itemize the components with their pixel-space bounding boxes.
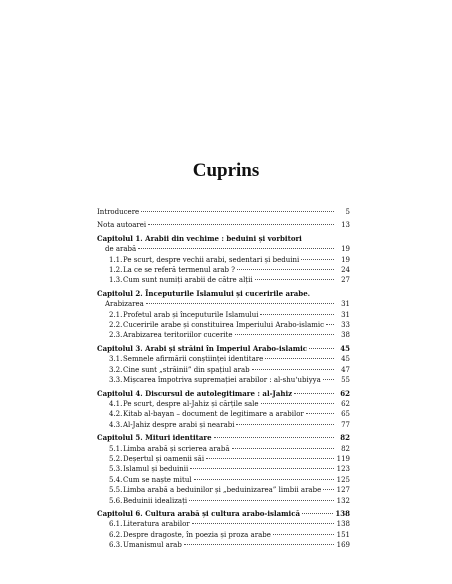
toc-entry (97, 399, 350, 409)
toc-entry-page: 47 (341, 365, 350, 374)
dot-leader (192, 523, 334, 524)
toc-entry-number: 6.1. (109, 520, 123, 529)
toc-entry-page: 45 (340, 343, 350, 353)
toc-entry-text: Kitab al-bayan – document de legitimare a arabilor (123, 410, 304, 419)
toc-entry-page: 19 (341, 255, 350, 264)
toc-entry (97, 220, 350, 230)
toc-entry-number: 2.3. (109, 331, 123, 340)
toc-entry-text: Cum sunt numiți arabii de către alții (123, 276, 253, 285)
toc-entry-label (109, 485, 321, 495)
toc-entry-page: 138 (336, 520, 350, 529)
toc-entry-page: 62 (340, 388, 350, 398)
dot-leader (214, 437, 334, 438)
toc-entry-page: 45 (341, 355, 350, 364)
dot-leader (194, 479, 334, 480)
toc-entry-text: La ce se referă termenul arab ? (123, 266, 235, 275)
toc-entry-label (109, 255, 299, 265)
dot-leader (146, 303, 334, 304)
toc-entry-text: Literatura arabilor (123, 520, 190, 529)
toc-entry-page: 77 (341, 420, 350, 429)
dot-leader (232, 448, 334, 449)
toc-entry (97, 207, 350, 217)
toc-entry-number: 5.5. (109, 486, 123, 495)
dot-leader (309, 348, 334, 349)
toc-entry-page: 19 (341, 245, 350, 254)
toc-entry-label (97, 389, 292, 399)
toc-entry-text: Cum se naște mitul (123, 475, 192, 484)
toc-entry (97, 310, 350, 320)
toc-entry-page: 24 (341, 266, 350, 275)
toc-entry-label (109, 540, 182, 550)
toc-entry-number: 3.3. (109, 376, 123, 385)
toc-entry-text: Capitolul 4. Discursul de autolegitimare : al-Jahiz (97, 388, 293, 398)
toc-entry-text: de arabă (105, 245, 137, 254)
toc-entry (97, 299, 350, 309)
toc-entry-text: Pe scurt, despre vechii arabi, sedentari și beduini (123, 255, 300, 264)
toc-entry-label (109, 444, 230, 454)
toc-entry (97, 519, 350, 529)
toc-entry (97, 530, 350, 540)
toc-entry-text: Al-Jahiz despre arabi și nearabi (123, 420, 235, 429)
toc-entry-number: 2.1. (109, 310, 123, 319)
toc-entry (97, 509, 350, 519)
toc-entry (97, 464, 350, 474)
dot-leader (184, 544, 334, 545)
toc-entry-label (109, 320, 324, 330)
toc-entry (97, 496, 350, 506)
dot-leader (326, 324, 334, 325)
toc-entry-label (97, 433, 212, 443)
toc-entry-text: Capitolul 2. Începuturile Islamului și cuceririle arabe. (97, 288, 311, 298)
toc-entry-text: Mișcarea împotriva supremației arabilor : al-shu‘ubiyya (123, 376, 321, 385)
toc-entry-number: 5.2. (109, 454, 123, 463)
toc-entry-text: Arabizarea teritoriilor cucerite (123, 331, 233, 340)
toc-entry-label (97, 509, 300, 519)
toc-entry-label (109, 496, 187, 506)
toc-entry-page: 55 (341, 376, 350, 385)
toc-entry-page: 169 (336, 541, 350, 550)
dot-leader (235, 334, 335, 335)
dot-leader (301, 259, 334, 260)
toc-entry-page: 82 (340, 433, 350, 443)
toc-entry (97, 255, 350, 265)
toc-entry-page: 151 (336, 530, 350, 539)
toc-entry-label (109, 310, 258, 320)
toc-entry-text: Limba arabă și scrierea arabă (123, 444, 230, 453)
toc-entry-page: 31 (341, 310, 350, 319)
toc-entry-page: 33 (341, 321, 350, 330)
toc-entry-number: 4.1. (109, 399, 123, 408)
toc-entry-page: 82 (341, 444, 350, 453)
toc-entry-text: Profetul arab și începuturile Islamului (123, 310, 259, 319)
dot-leader (273, 534, 334, 535)
toc-entry-label (97, 220, 146, 230)
toc-entry-page: 65 (341, 410, 350, 419)
dot-leader (255, 279, 334, 280)
dot-leader (265, 358, 334, 359)
toc-entry (97, 289, 350, 299)
toc-entry-page: 13 (341, 221, 350, 230)
toc-entry-page: 125 (336, 475, 350, 484)
toc-entry-label (109, 530, 271, 540)
toc-entry-text: Cuceririle arabe și constituirea Imperiului Arabo-islamic (123, 321, 325, 330)
toc-entry-text: Pe scurt, despre al-Jahiz și cărțile sale (123, 399, 259, 408)
dot-leader (306, 413, 334, 414)
toc-entry-label (109, 464, 188, 474)
toc-entry-number: 2.2. (109, 321, 123, 330)
toc-entry (97, 420, 350, 430)
toc-entry-label (109, 409, 304, 419)
toc-entry-page: 138 (335, 508, 350, 518)
toc-entry-text: Semnele afirmării conștiinței identitare (123, 355, 264, 364)
dot-leader (323, 489, 334, 490)
dot-leader (189, 500, 334, 501)
toc-entry-label (109, 330, 233, 340)
dot-leader (323, 379, 334, 380)
toc-entry (97, 244, 350, 254)
toc-entry-page: 31 (341, 300, 350, 309)
toc-entry-text: Umanismul arab (123, 541, 182, 550)
toc-entry-page: 119 (336, 454, 350, 463)
toc-entry-label (109, 275, 253, 285)
toc-entry-text: Nota autoarei (97, 221, 147, 230)
toc-entry (97, 330, 350, 340)
toc-entry (97, 485, 350, 495)
toc-entry-label (109, 375, 321, 385)
toc-entry-text: Capitolul 6. Cultura arabă și cultura arabo-islamică (97, 508, 300, 518)
toc-entry-number: 6.3. (109, 541, 123, 550)
toc-entry-label (109, 365, 250, 375)
table-of-contents (97, 207, 350, 551)
dot-leader (294, 393, 334, 394)
dot-leader (141, 211, 334, 212)
toc-entry-number: 6.2. (109, 530, 123, 539)
toc-entry (97, 365, 350, 375)
toc-entry-text: Capitolul 3. Arabi și străini în Imperiul Arabo-islamic (97, 343, 308, 353)
toc-entry-page: 62 (341, 399, 350, 408)
toc-entry-text: Cine sunt „străinii” din spațiul arab (123, 365, 250, 374)
toc-entry-page: 38 (341, 331, 350, 340)
toc-entry (97, 444, 350, 454)
toc-entry-label (109, 354, 263, 364)
toc-entry-label (97, 289, 310, 299)
toc-entry (97, 354, 350, 364)
toc-entry-text: Despre dragoste, în poezia și proza arabe (123, 530, 271, 539)
toc-entry-text: Capitolul 1. Arabii din vechime : beduini și vorbitori (97, 233, 302, 243)
toc-entry (97, 433, 350, 443)
toc-entry-number: 1.3. (109, 276, 123, 285)
toc-entry (97, 320, 350, 330)
dot-leader (261, 403, 334, 404)
dot-leader (190, 468, 334, 469)
toc-entry (97, 275, 350, 285)
toc-entry (97, 475, 350, 485)
toc-entry (97, 540, 350, 550)
toc-entry-number: 1.2. (109, 266, 123, 275)
toc-entry-label (109, 420, 234, 430)
dot-leader (260, 314, 334, 315)
toc-entry-label (109, 519, 190, 529)
toc-entry (97, 454, 350, 464)
toc-entry-text: Islamul și beduinii (123, 465, 189, 474)
toc-entry-page: 123 (336, 465, 350, 474)
dot-leader (236, 424, 334, 425)
toc-entry-label (109, 399, 259, 409)
toc-entry-label (97, 207, 139, 217)
toc-entry-text: Beduinii idealizați (123, 496, 188, 505)
toc-entry (97, 234, 350, 244)
toc-entry-text: Deșertul și oamenii săi (123, 454, 205, 463)
toc-entry-number: 5.4. (109, 475, 123, 484)
toc-entry-number: 3.2. (109, 365, 123, 374)
toc-entry-page: 127 (336, 486, 350, 495)
toc-entry-number: 5.1. (109, 444, 123, 453)
toc-entry-text: Capitolul 5. Mituri identitare (97, 433, 212, 443)
toc-entry-label (109, 454, 204, 464)
toc-entry-number: 1.1. (109, 255, 123, 264)
toc-entry-number: 5.3. (109, 465, 123, 474)
toc-entry-label (109, 265, 235, 275)
toc-entry-number: 5.6. (109, 496, 123, 505)
toc-entry-text: Arabizarea (105, 300, 144, 309)
toc-entry-page: 132 (336, 496, 350, 505)
toc-entry-text: Limba arabă a beduinilor și „beduinizarea” limbii arabe (123, 486, 322, 495)
toc-entry-label (109, 475, 192, 485)
toc-entry (97, 389, 350, 399)
toc-entry-number: 4.2. (109, 410, 123, 419)
toc-entry-label (105, 299, 144, 309)
toc-entry (97, 409, 350, 419)
page-title: Cuprins (192, 160, 260, 181)
toc-entry-label (105, 244, 136, 254)
toc-entry (97, 375, 350, 385)
toc-entry-label (97, 234, 302, 244)
toc-entry-page: 5 (345, 208, 350, 216)
toc-entry (97, 344, 350, 354)
toc-entry-number: 3.1. (109, 355, 123, 364)
toc-entry-number: 4.3. (109, 420, 123, 429)
dot-leader (148, 224, 334, 225)
toc-entry-page: 27 (341, 276, 350, 285)
dot-leader (302, 513, 333, 514)
dot-leader (138, 248, 334, 249)
dot-leader (206, 458, 334, 459)
dot-leader (252, 369, 334, 370)
toc-entry (97, 265, 350, 275)
dot-leader (237, 269, 334, 270)
toc-entry-text: Introducere (97, 208, 140, 216)
toc-entry-label (97, 344, 307, 354)
